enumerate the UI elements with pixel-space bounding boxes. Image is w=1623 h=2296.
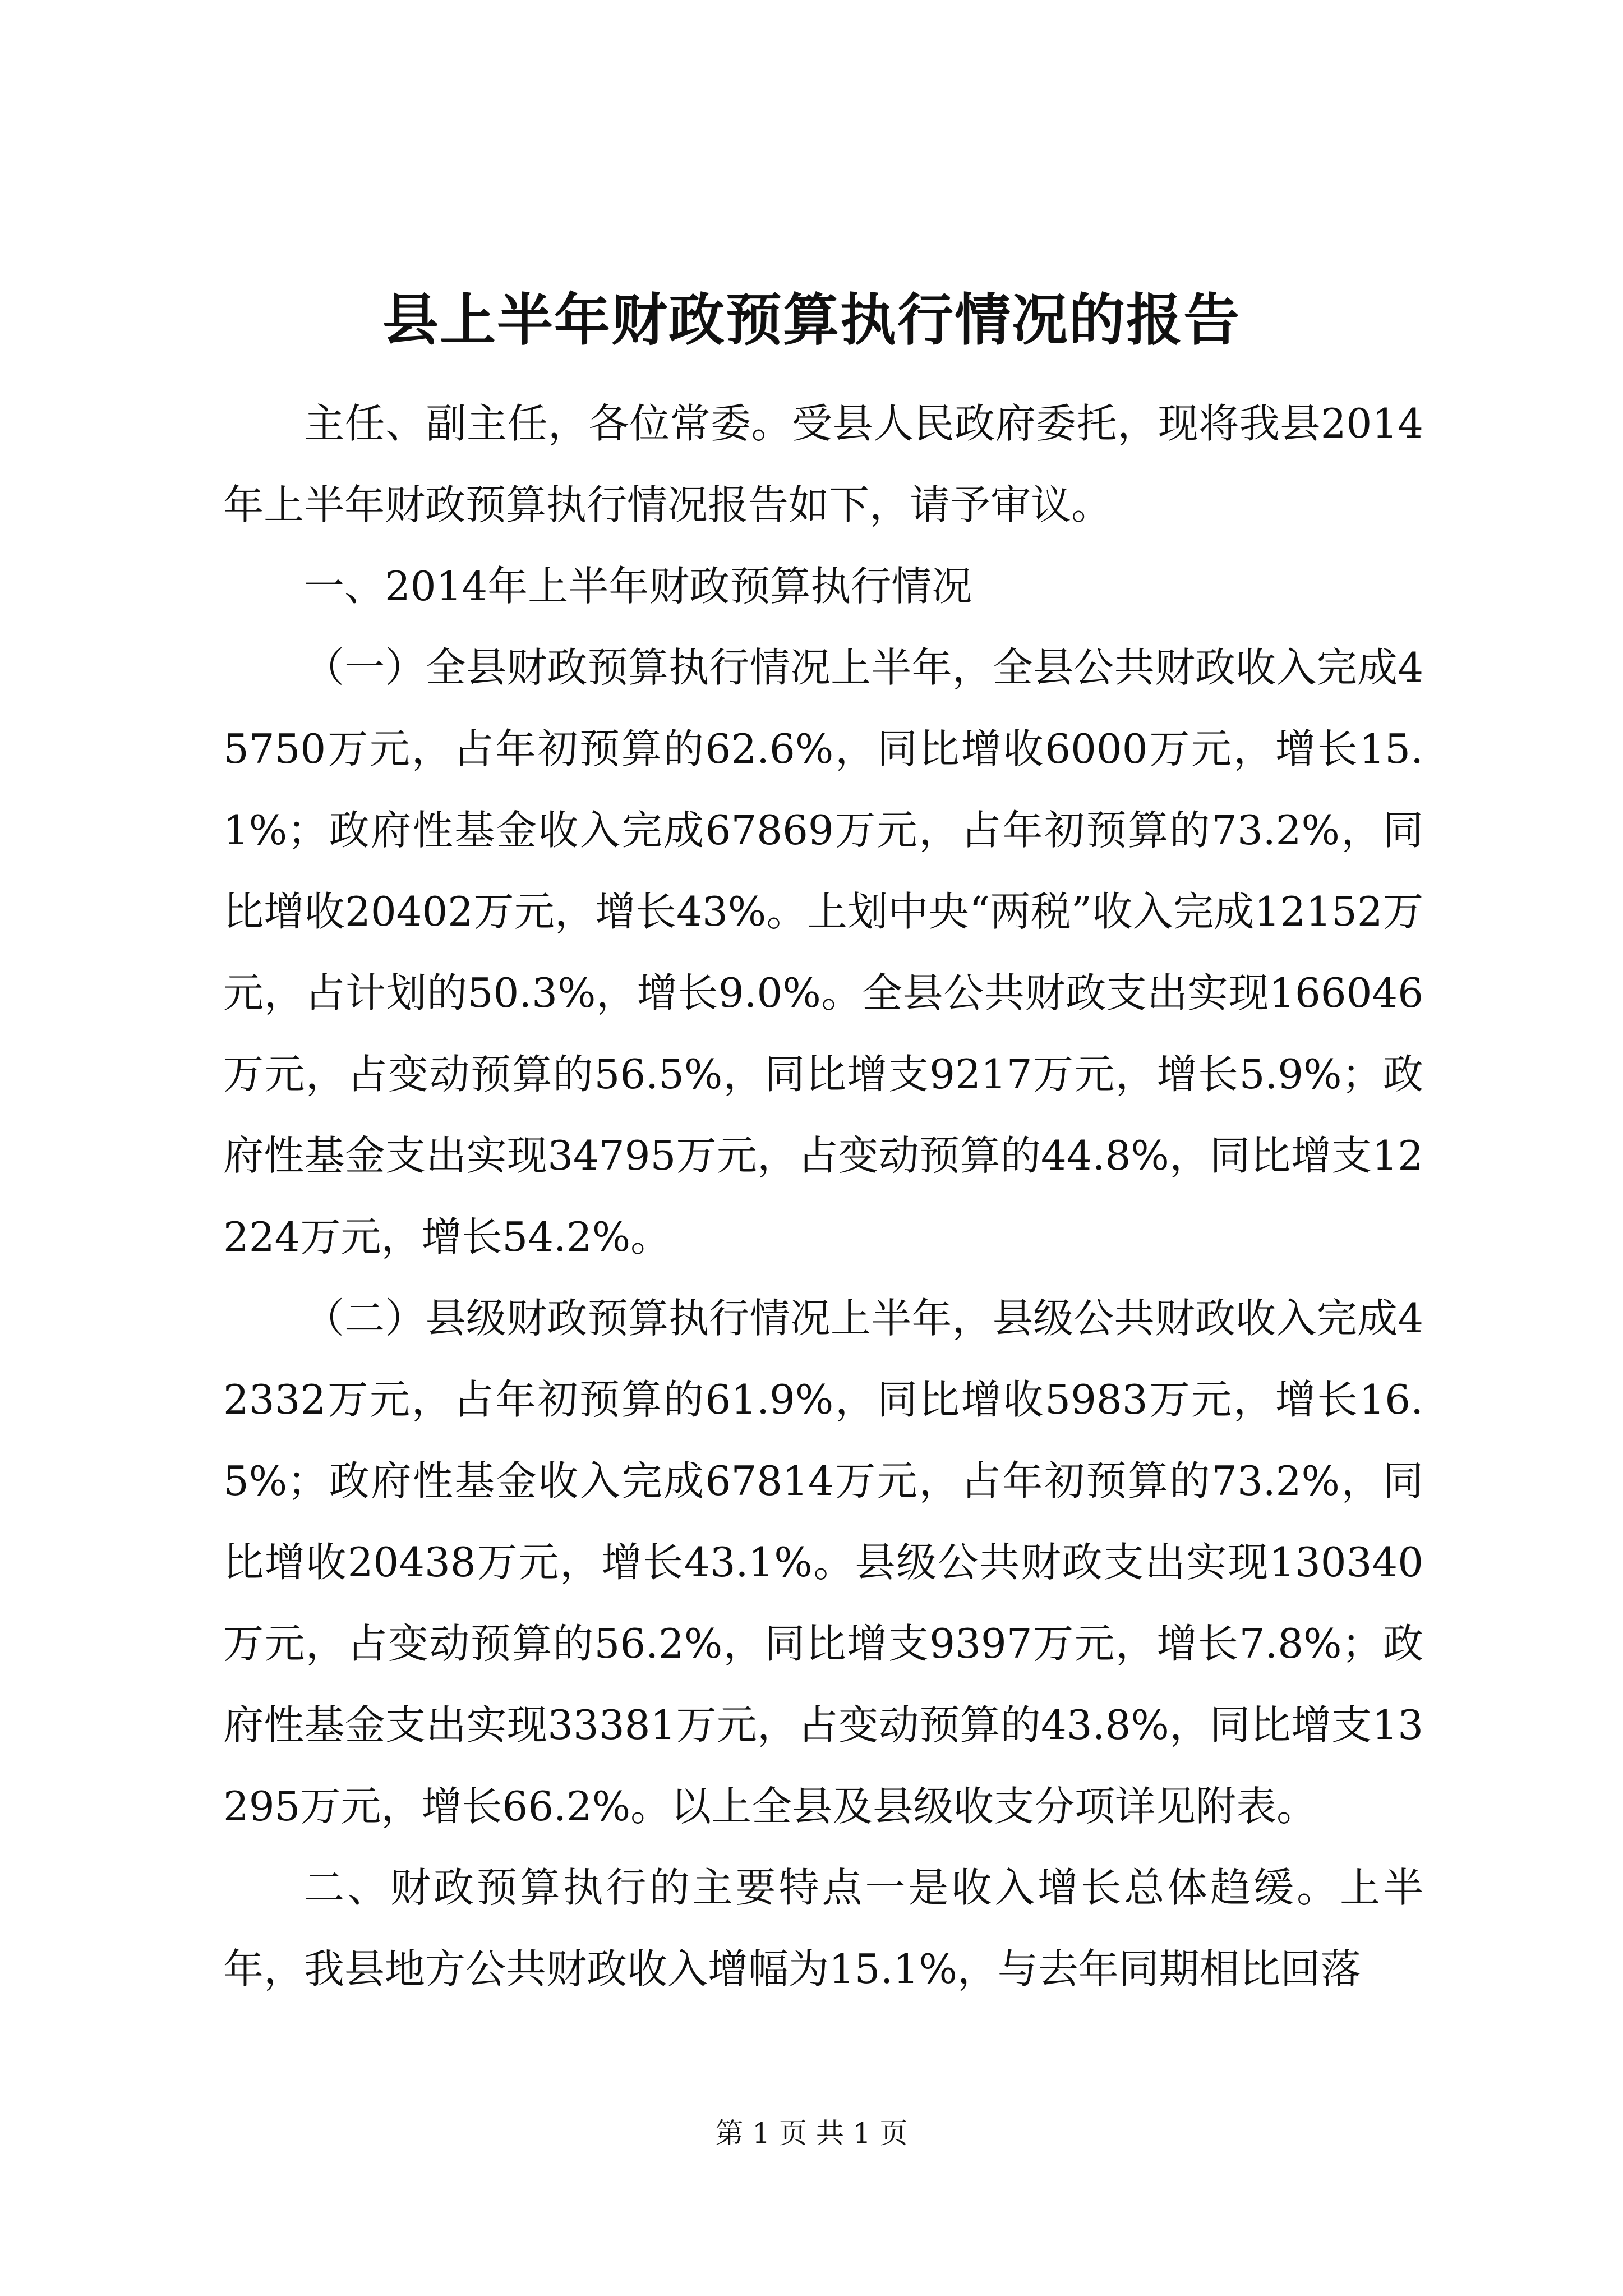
paragraph-features: 二、财政预算执行的主要特点一是收入增长总体趋缓。上半年，我县地方公共财政收入增幅为15.1%，与去年同期相比回落 xyxy=(223,1864,1423,1993)
section-heading-1: 一、2014年上半年财政预算执行情况 xyxy=(304,563,972,610)
page-number: 第 1 页 共 1 页 xyxy=(715,2117,908,2150)
paragraph-county-level-budget: （二）县级财政预算执行情况上半年，县级公共财政收入完成42332万元，占年初预算的61.9%，同比增收5983万元，增长16.5%；政府性基金收入完成67814万元，占年初预算的73.2%，同比增收20438万元，增长43.1%。县级公共财政支出实现130340万元，占变动预算的56.2%，同比增支9397万元，增长7.8%；政府性基金支出实现33381万元，占变动预算的43.8%，同比增支13295万元，增长66.2%。以上全县及县级收支分项详见附表。 xyxy=(223,1295,1423,1830)
paragraph-greeting: 主任、副主任，各位常委。受县人民政府委托，现将我县2014年上半年财政预算执行情况报告如下，请予审议。 xyxy=(223,400,1423,528)
document-title: 县上半年财政预算执行情况的报告 xyxy=(382,287,1241,353)
paragraph-county-budget: （一）全县财政预算执行情况上半年，全县公共财政收入完成45750万元，占年初预算的62.6%，同比增收6000万元，增长15.1%；政府性基金收入完成67869万元，占年初预算的73.2%，同比增收20402万元，增长43%。上划中央“两税”收入完成12152万元，占计划的50.3%，增长9.0%。全县公共财政支出实现166046万元，占变动预算的56.5%，同比增支9217万元，增长5.9%；政府性基金支出实现34795万元，占变动预算的44.8%，同比增支12224万元，增长54.2%。 xyxy=(223,644,1423,1260)
document-body xyxy=(223,383,1423,2010)
